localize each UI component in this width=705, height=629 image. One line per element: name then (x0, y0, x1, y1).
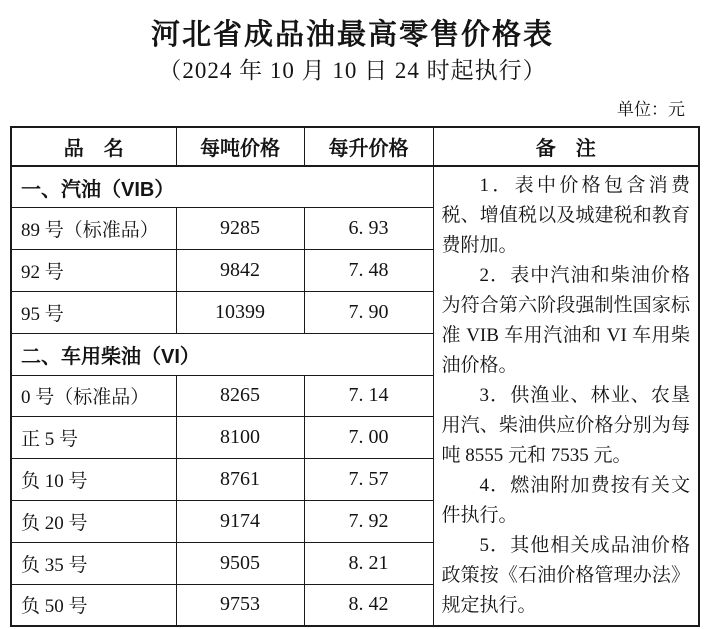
price-per-ton: 8761 (176, 459, 304, 501)
product-name: 负 35 号 (11, 542, 176, 584)
unit-label: 单位：元 (617, 100, 685, 119)
price-per-liter: 6. 93 (304, 208, 433, 250)
product-name: 92 号 (11, 250, 176, 292)
price-per-liter: 7. 00 (304, 417, 433, 459)
price-per-ton: 9753 (176, 584, 304, 626)
price-per-liter: 7. 90 (304, 291, 433, 333)
remark-note-5: 5．其他相关成品油价格政策按《石油价格管理办法》规定执行。 (441, 535, 690, 616)
section-row-gasoline (11, 166, 699, 208)
remark-note-4: 4．燃油附加费按有关文件执行。 (441, 475, 690, 526)
page-title: 河北省成品油最高零售价格表 (150, 17, 554, 51)
remark-note-2: 2．表中汽油和柴油价格为符合第六阶段强制性国家标准 VIB 车用汽油和 VI 车用柴油价格。 (441, 265, 690, 376)
product-name: 正 5 号 (11, 417, 176, 459)
price-per-liter: 8. 42 (304, 584, 433, 626)
col-header-price-per-liter: 每升价格 (304, 127, 433, 166)
section-label-gasoline: 一、汽油（VIB） (11, 166, 433, 208)
price-per-ton: 8265 (176, 375, 304, 417)
product-name: 89 号（标准品） (11, 208, 176, 250)
price-table (10, 126, 700, 627)
product-name: 负 50 号 (11, 584, 176, 626)
price-per-ton: 9505 (176, 542, 304, 584)
price-per-ton: 9174 (176, 501, 304, 543)
price-per-liter: 7. 92 (304, 501, 433, 543)
col-header-price-per-ton: 每吨价格 (176, 127, 304, 166)
product-name: 负 10 号 (11, 459, 176, 501)
price-per-ton: 8100 (176, 417, 304, 459)
col-header-product-name: 品 名 (11, 127, 176, 166)
price-per-liter: 7. 48 (304, 250, 433, 292)
price-per-ton: 9285 (176, 208, 304, 250)
section-label-diesel: 二、车用柴油（VI） (11, 333, 433, 375)
product-name: 负 20 号 (11, 501, 176, 543)
header-row (11, 127, 699, 166)
price-per-ton: 10399 (176, 291, 304, 333)
effective-date-subtitle: （2024 年 10 月 10 日 24 时起执行） (158, 58, 547, 83)
product-name: 95 号 (11, 291, 176, 333)
price-per-liter: 8. 21 (304, 542, 433, 584)
remarks-cell (433, 166, 699, 626)
price-per-liter: 7. 14 (304, 375, 433, 417)
price-per-ton: 9842 (176, 250, 304, 292)
remark-note-1: 1．表中价格包含消费税、增值税以及城建税和教育费附加。 (441, 175, 690, 256)
product-name: 0 号（标准品） (11, 375, 176, 417)
remark-note-3: 3．供渔业、林业、农垦用汽、柴油供应价格分别为每吨 8555 元和 7535 元。 (441, 385, 690, 466)
price-per-liter: 7. 57 (304, 459, 433, 501)
col-header-remarks: 备 注 (433, 127, 699, 166)
